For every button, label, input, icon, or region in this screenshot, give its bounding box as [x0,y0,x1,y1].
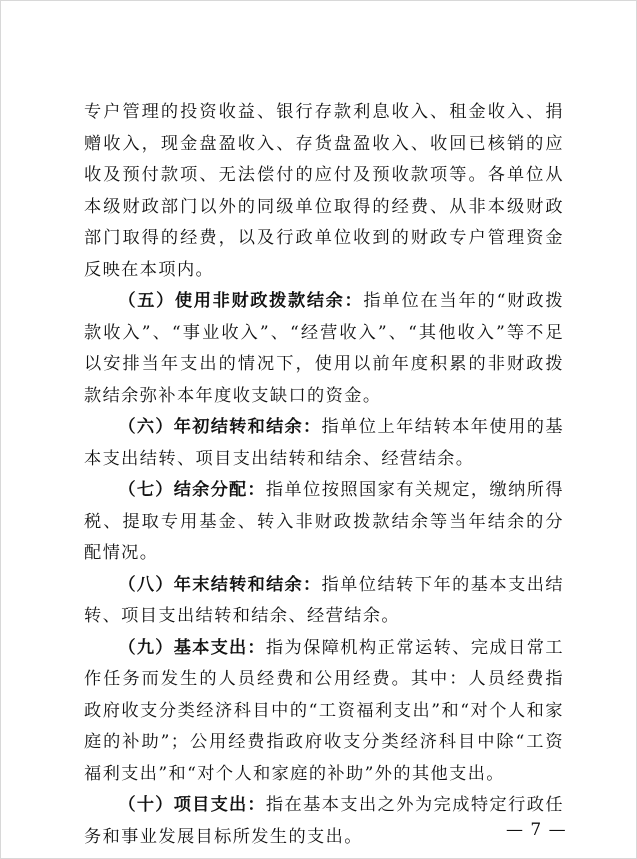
page-number: — 7 — [506,820,567,840]
paragraph-text: 指单位在当年的“财政拨款收入”、“事业收入”、“经营收入”、“其他收入”等不足以安排当年支出的情况下，使用以前年度积累的非财政拨款结余弥补本年度收支缺口的资金。 [84,291,564,406]
paragraph-item-8 [84,570,564,633]
paragraph-item-7 [84,475,564,570]
paragraph-text: 指单位上年结转本年使用的基本支出结转、项目支出结转和结余、经营结余。 [84,417,564,469]
item-heading: （十）项目支出： [118,795,266,815]
item-heading: （八）年末结转和结余： [118,574,322,595]
paragraph-text: 指为保障机构正常运转、完成日常工作任务而发生的人员经费和公用经费。其中：人员经费指政府收支分类经济科目中的“工资福利支出”和“对个人和家庭的补助”；公用经费指政府收支分类经济科目中除“工资福利支出”和“对个人和家庭的补助”外的其他支出。 [84,637,564,784]
paragraph-text: 指在基本支出之外为完成特定行政任务和事业发展目标所发生的支出。 [84,795,564,847]
item-heading: （六）年初结转和结余： [118,417,322,437]
paragraph-text: 指单位结转下年的基本支出结转、项目支出结转和结余、经营结余。 [84,574,564,626]
paragraph-item-6 [84,412,564,475]
paragraph-item-5 [84,286,564,412]
paragraph-continued-income [84,97,564,286]
paragraph-text: 指单位按照国家有关规定，缴纳所得税、提取专用基金、转入非财政拨款结余等当年结余的分配情况。 [84,480,564,563]
item-heading: （五）使用非财政拨款结余： [118,291,364,311]
item-heading: （九）基本支出： [118,637,266,658]
paragraph-text: 专户管理的投资收益、银行存款利息收入、租金收入、捐赠收入，现金盘盈收入、存货盘盈收入、收回已核销的应收及预付款项、无法偿付的应付及预收款项等。各单位从本级财政部门以外的同级单位取得的经费、从非本级财政部门取得的经费，以及行政单位收到的财政专户管理资金反映在本项内。 [84,102,564,280]
paragraph-item-10 [84,790,564,853]
paragraph-item-9 [84,633,564,791]
document-body [84,97,564,853]
item-heading: （七）结余分配： [118,480,266,500]
